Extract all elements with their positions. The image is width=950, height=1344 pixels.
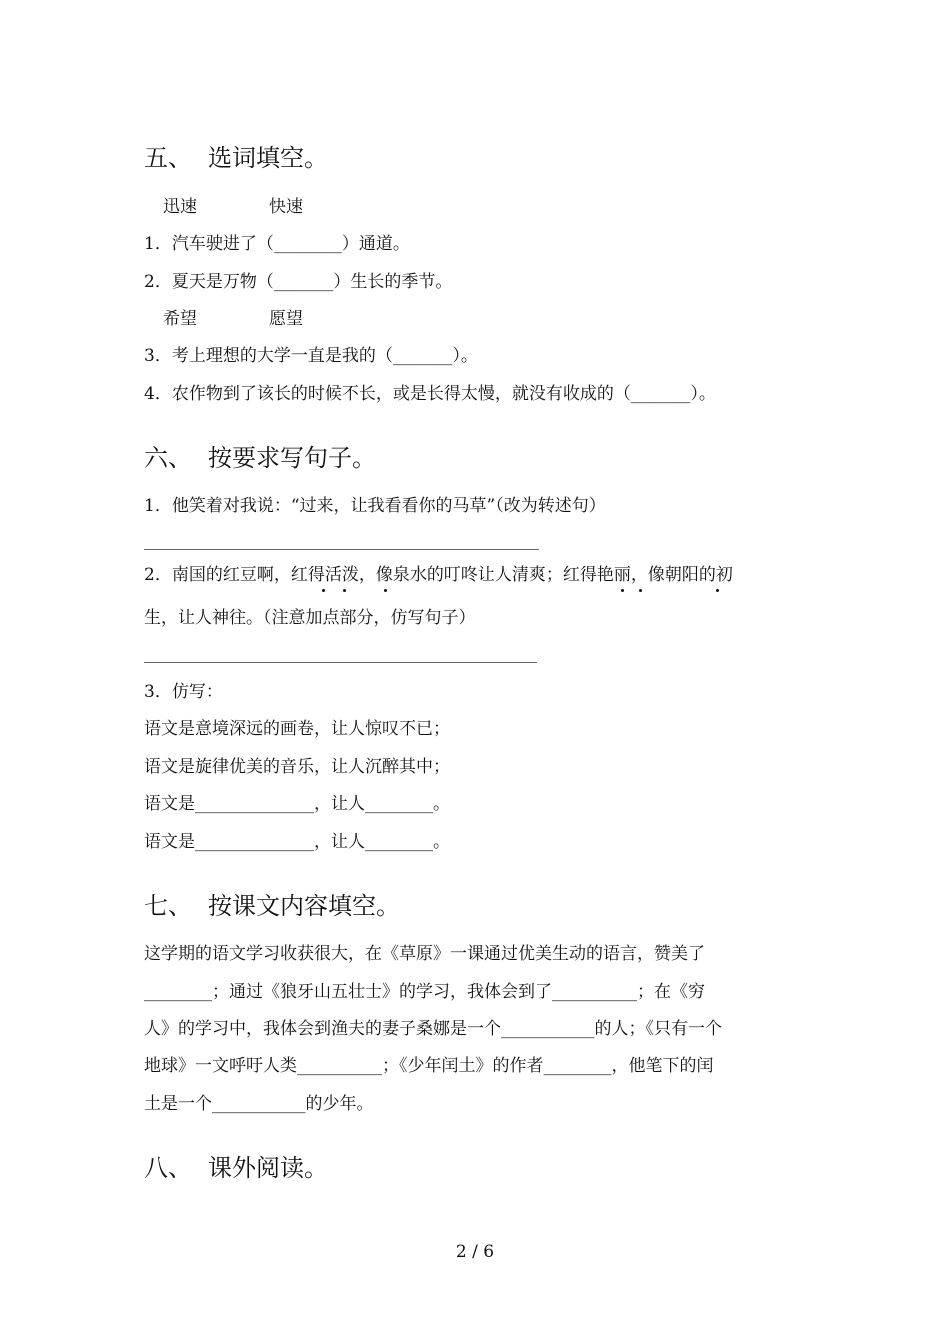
example-6-3-1: 语文是意境深远的画卷，让人惊叹不已； [144, 719, 450, 739]
section-5-heading [144, 142, 328, 174]
page-number: 2 / 6 [455, 1242, 495, 1262]
fill-blank-6-3-1: 语文是______________，让人________。 [144, 794, 450, 814]
emphasis-dot [621, 589, 624, 592]
section-8-heading [144, 1152, 328, 1184]
section-6-title: 按要求写句子。 [208, 444, 376, 472]
section-7-number: 七、 [144, 892, 192, 920]
word-choice: 快速 [269, 197, 303, 217]
question-5-3: 3．考上理想的大学一直是我的（_______）。 [144, 346, 478, 366]
section-5-title: 选词填空。 [208, 144, 328, 172]
word-choices-1 [163, 195, 303, 219]
word-choice: 希望 [163, 309, 197, 329]
paragraph-7-line-2: ________；通过《狼牙山五壮士》的学习，我体会到了__________；在《穷 [144, 982, 705, 1002]
fill-blank-6-3-2: 语文是______________，让人________。 [144, 832, 450, 852]
paragraph-7-line-5: 土是一个___________的少年。 [144, 1094, 374, 1114]
emphasis-dot [322, 589, 325, 592]
question-5-1: 1．汽车驶进了（________）通道。 [144, 234, 410, 254]
answer-line-6-1[interactable] [144, 549, 539, 550]
example-6-3-2: 语文是旋律优美的音乐，让人沉醉其中； [144, 757, 450, 777]
word-choices-2 [163, 307, 303, 331]
section-6-number: 六、 [144, 444, 192, 472]
section-7-title: 按课文内容填空。 [208, 892, 400, 920]
question-6-2-line-1: 2．南国的红豆啊，红得活泼，像泉水的叮咚让人清爽；红得艳丽，像朝阳的初 [144, 565, 733, 585]
question-5-2: 2．夏天是万物（_______）生长的季节。 [144, 272, 453, 292]
section-8-title: 课外阅读。 [208, 1154, 328, 1182]
section-6-heading [144, 442, 376, 474]
paragraph-7-line-3: 人》的学习中，我体会到渔夫的妻子桑娜是一个___________的人；《只有一个 [144, 1019, 722, 1039]
section-8-number: 八、 [144, 1154, 192, 1182]
paragraph-7-line-1: 这学期的语文学习收获很大，在《草原》一课通过优美生动的语言，赞美了 [144, 944, 705, 964]
question-6-3: 3．仿写： [144, 682, 223, 702]
word-choice: 迅速 [163, 197, 197, 217]
question-6-2-line-2: 生，让人神往。（注意加点部分，仿写句子） [144, 608, 476, 628]
emphasis-dot [716, 589, 719, 592]
section-5-number: 五、 [144, 144, 192, 172]
emphasis-dot [343, 589, 346, 592]
word-choice: 愿望 [269, 309, 303, 329]
question-5-4: 4．农作物到了该长的时候不长，或是长得太慢，就没有收成的（_______）。 [144, 384, 716, 404]
paragraph-7-line-4: 地球》一文呼吁人类__________；《少年闰土》的作者________，他笔下的闰 [144, 1056, 714, 1076]
answer-line-6-2[interactable] [144, 662, 537, 663]
emphasis-dot [639, 589, 642, 592]
section-7-heading [144, 890, 400, 922]
emphasis-dot [384, 589, 387, 592]
question-6-1: 1．他笑着对我说：“过来，让我看看你的马草”（改为转述句） [144, 496, 606, 516]
